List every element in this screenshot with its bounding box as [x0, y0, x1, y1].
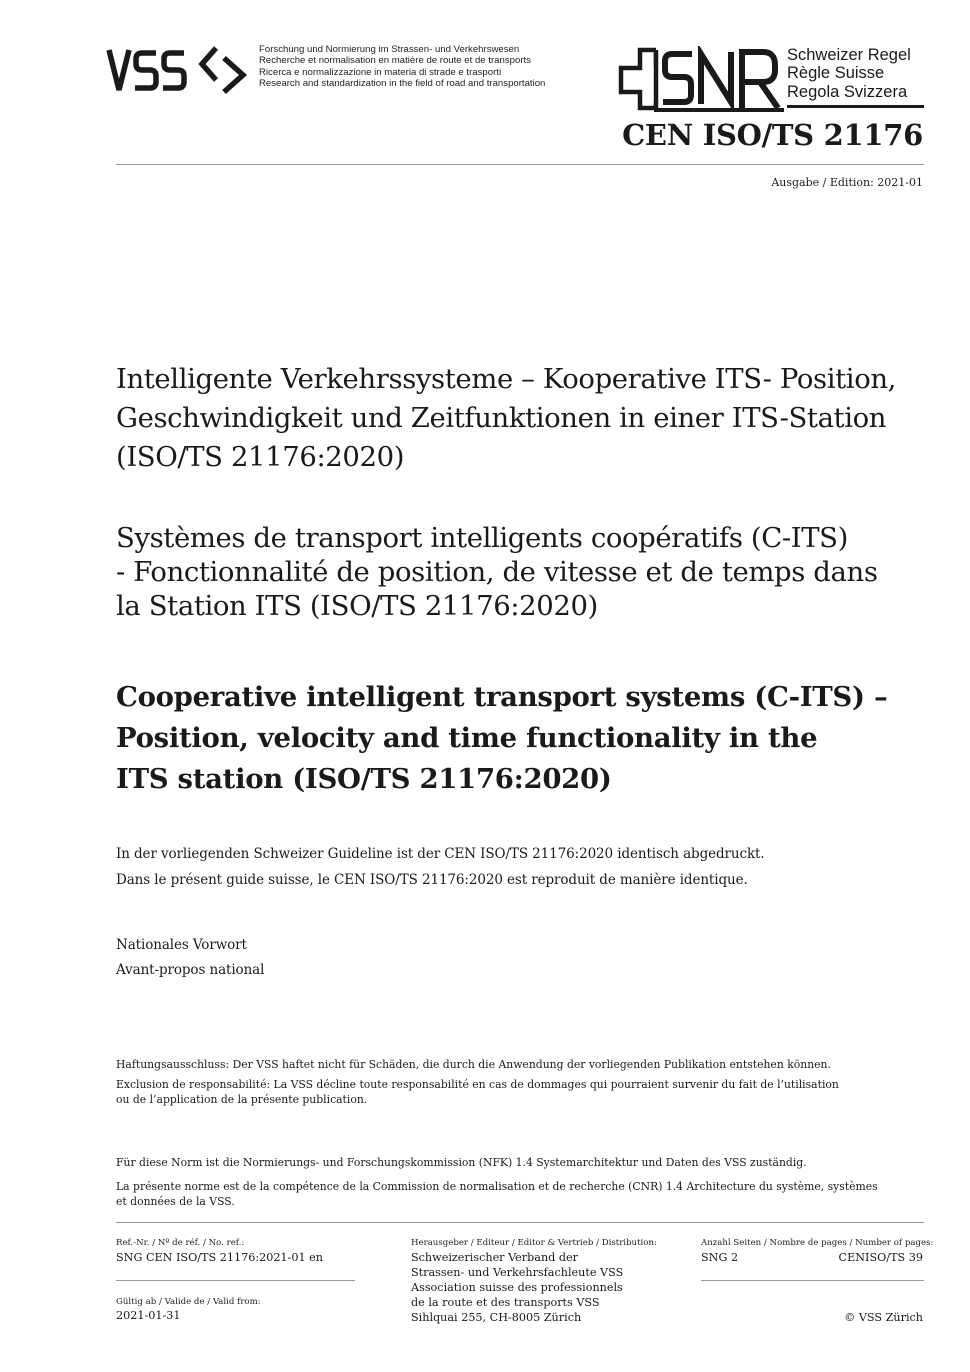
page-count-label: Anzahl Seiten / Nombre de pages / Number of pages:: [701, 1238, 934, 1248]
header-divider: [116, 164, 924, 165]
vss-tagline-fr: Recherche et normalisation en matière de route et de transports: [259, 55, 531, 67]
vss-tagline: [259, 44, 545, 90]
title-french: [116, 521, 936, 623]
publisher-line: Sihlquai 255, CH-8005 Zürich: [411, 1311, 582, 1324]
disclaimer-fr-line1: Exclusion de responsabilité: La VSS décline toute responsabilité en cas de dommages qui pourraient survenir du fait de l’utilisation: [116, 1078, 839, 1091]
responsibility-fr-line1: La présente norme est de la compétence de la Commission de normalisation et de recherche (CNR) 1.4 Architecture du système, systèmes: [116, 1180, 878, 1193]
valid-from-value: 2021-01-31: [116, 1309, 181, 1322]
responsibility-de: Für diese Norm ist die Normierungs- und Forschungskommission (NFK) 1.4 Systemarchitektur und Daten des VSS zuständig.: [116, 1156, 807, 1169]
copyright: © VSS Zürich: [844, 1311, 923, 1324]
title-german: [116, 360, 936, 477]
snr-logo: [618, 46, 786, 112]
title-german-line: Intelligente Verkehrssysteme – Kooperative ITS- Position,: [116, 363, 897, 395]
vss-tagline-de: Forschung und Normierung im Strassen- und Verkehrswesen: [259, 44, 520, 55]
title-english: [116, 677, 936, 800]
disclaimer-de: Haftungsausschluss: Der VSS haftet nicht für Schäden, die durch die Anwendung der vorliegenden Publikation entstehen können.: [116, 1058, 831, 1071]
title-english-line: Position, velocity and time functionality in the: [116, 722, 818, 754]
identical-note-de: In der vorliegenden Schweizer Guideline ist der CEN ISO/TS 21176:2020 identisch abgedruckt.: [116, 846, 765, 862]
title-english-line: Cooperative intelligent transport systems (C-ITS) –: [116, 681, 888, 713]
footer-right-divider: [701, 1280, 924, 1281]
snr-label: [787, 46, 911, 101]
publisher-address: [411, 1250, 623, 1325]
vss-tagline-it: Ricerca e normalizzazione in materia di strade e trasporti: [259, 66, 502, 78]
title-german-line: (ISO/TS 21176:2020): [116, 441, 405, 473]
snr-label-it: Regola Svizzera: [787, 82, 908, 101]
national-foreword-de: Nationales Vorwort: [116, 937, 247, 953]
footer-left-divider: [116, 1280, 355, 1281]
reference-label: Ref.-Nr. / Nº de réf. / No. ref.:: [116, 1238, 245, 1248]
title-french-line: la Station ITS (ISO/TS 21176:2020): [116, 590, 598, 622]
snr-label-de: Schweizer Regel: [787, 46, 911, 64]
title-german-line: Geschwindigkeit und Zeitfunktionen in einer ITS-Station: [116, 402, 887, 434]
snr-label-fr: Règle Suisse: [787, 64, 885, 83]
disclaimer-fr-line2: ou de l’application de la présente publication.: [116, 1093, 368, 1106]
identical-note-fr: Dans le présent guide suisse, le CEN ISO/TS 21176:2020 est reproduit de manière identique.: [116, 872, 748, 888]
title-french-line: Systèmes de transport intelligents coopératifs (C-ITS): [116, 522, 848, 554]
publisher-line: Strassen- und Verkehrsfachleute VSS: [411, 1266, 624, 1279]
reference-value: SNG CEN ISO/TS 21176:2021-01 en: [116, 1251, 323, 1264]
document-id: CEN ISO/TS 21176: [622, 118, 923, 152]
valid-from-label: Gültig ab / Valide de / Valid from:: [116, 1297, 261, 1307]
snr-underline: [787, 105, 924, 108]
footer-divider: [116, 1222, 924, 1223]
vss-tagline-en: Research and standardization in the field of road and transportation: [259, 78, 546, 90]
edition: Ausgabe / Edition: 2021-01: [771, 176, 923, 189]
page-count-sng: SNG 2: [701, 1251, 739, 1264]
national-foreword-fr: Avant-propos national: [116, 962, 265, 978]
publisher-line: Schweizerischer Verband der: [411, 1251, 578, 1264]
publisher-line: de la route et des transports VSS: [411, 1296, 600, 1309]
responsibility-fr-line2: et données de la VSS.: [116, 1195, 235, 1208]
title-english-line: ITS station (ISO/TS 21176:2020): [116, 763, 612, 795]
vss-logo: [106, 44, 256, 96]
page-count-ceniso: CENISO/TS 39: [838, 1251, 923, 1264]
publisher-line: Association suisse des professionnels: [411, 1281, 623, 1294]
publisher-label: Herausgeber / Editeur / Editor & Vertrieb / Distribution:: [411, 1238, 657, 1248]
title-french-line: - Fonctionnalité de position, de vitesse et de temps dans: [116, 556, 878, 588]
